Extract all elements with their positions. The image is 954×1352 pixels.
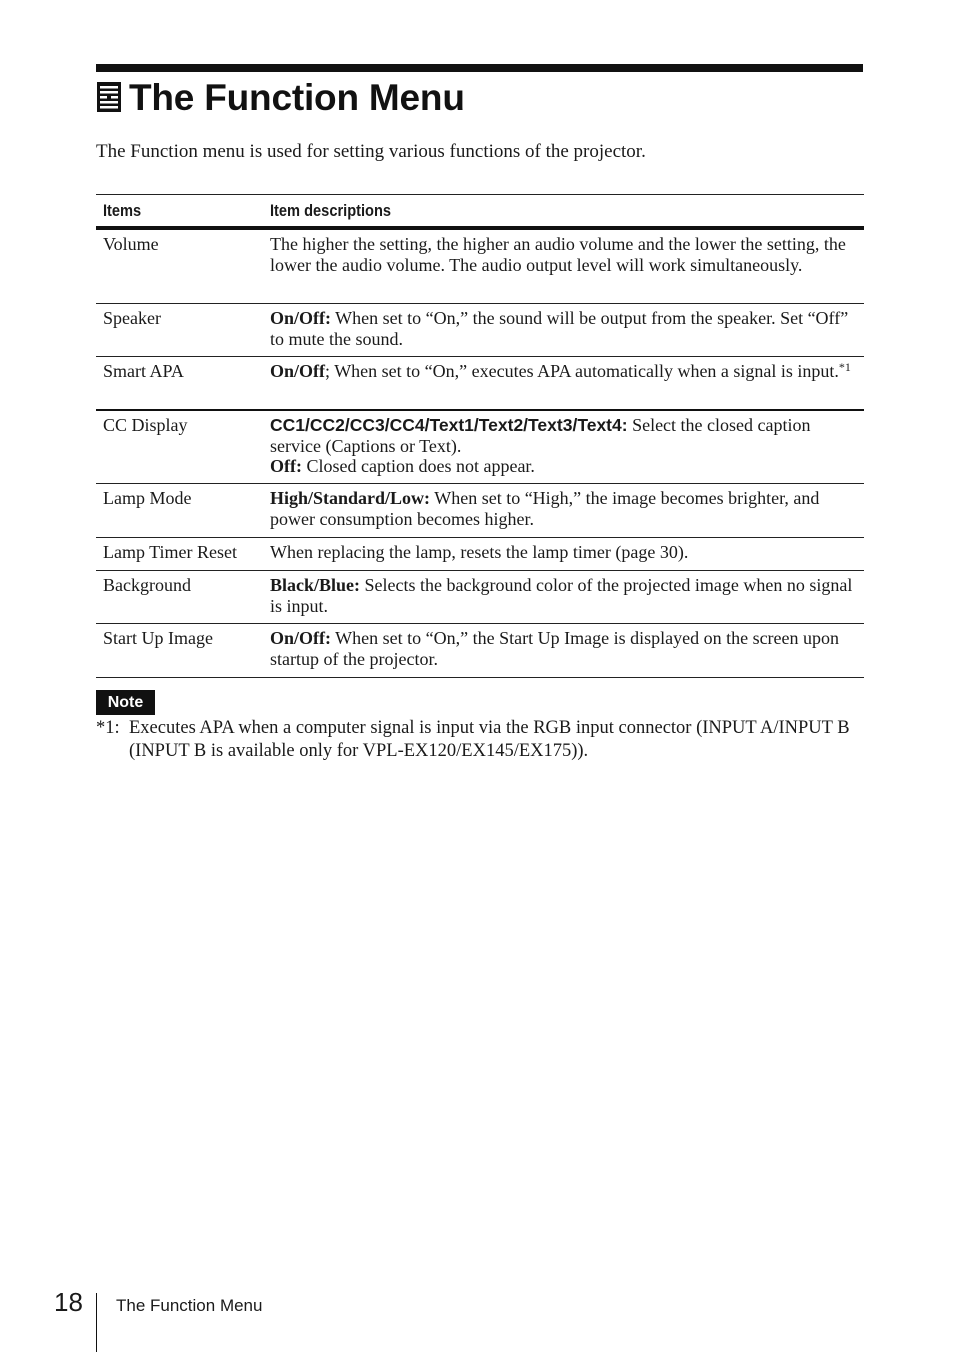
item-description: On/Off; When set to “On,” executes APA automatically when a signal is input.$^{*1}$: [270, 360, 851, 381]
footnote-text: Executes APA when a computer signal is input via the RGB input connector (INPUT A/INPUT B (INPUT B is available only for VPL-EX120/EX145/EX175)).: [129, 718, 850, 761]
table-row: [96, 571, 864, 624]
item-name: Volume: [103, 234, 159, 254]
top-rule: [96, 64, 863, 72]
footer-divider: [96, 1293, 97, 1352]
table-row: [96, 484, 864, 538]
footer-section-title: The Function Menu: [116, 1296, 263, 1315]
item-name: Speaker: [103, 308, 161, 328]
item-name: Background: [103, 575, 191, 595]
table-row: [96, 230, 864, 304]
item-description: When replacing the lamp, resets the lamp timer (page 30).: [270, 542, 689, 562]
table-row: [96, 357, 864, 411]
header-item-descriptions: Item descriptions: [270, 200, 392, 220]
table-row: [96, 538, 864, 571]
item-description: High/Standard/Low: When set to “High,” the image becomes brighter, and power consumption becomes higher.: [270, 488, 820, 529]
page-number: 18: [54, 1287, 83, 1317]
table-header: [96, 195, 864, 230]
page-heading: [96, 74, 465, 120]
footnote-ref: *1: [838, 360, 851, 374]
page-title: The Function Menu: [129, 76, 465, 118]
item-description: CC1/CC2/CC3/CC4/Text1/Text2/Text3/Text4: Select the closed caption service (Captions or Text). Off: Closed caption does not appear.: [270, 415, 811, 476]
table-row: [96, 411, 864, 484]
function-menu-icon: [96, 81, 122, 113]
item-description: On/Off: When set to “On,” the Start Up Image is displayed on the screen upon startup of the projector.: [270, 628, 840, 669]
note-label: Note: [96, 690, 155, 715]
item-name: CC Display: [103, 415, 188, 435]
item-description: The higher the setting, the higher an audio volume and the lower the setting, the lower the audio volume. The audio output level will work simultaneously.: [270, 234, 846, 275]
item-name: Lamp Timer Reset: [103, 542, 237, 562]
header-items: Items: [103, 200, 142, 220]
table-row: [96, 624, 864, 678]
item-name: Start Up Image: [103, 628, 213, 648]
function-menu-table: [96, 194, 864, 678]
footnote-mark: *1:: [96, 718, 120, 738]
item-description: Black/Blue: Selects the background color of the projected image when no signal is input.: [270, 575, 853, 616]
item-name: Smart APA: [103, 361, 184, 381]
table-row: [96, 304, 864, 357]
note-footnote: [96, 717, 866, 763]
item-description: On/Off: When set to “On,” the sound will be output from the speaker. Set “Off” to mute the sound.: [270, 308, 849, 349]
intro-paragraph: The Function menu is used for setting various functions of the projector.: [96, 141, 646, 162]
item-name: Lamp Mode: [103, 488, 192, 508]
